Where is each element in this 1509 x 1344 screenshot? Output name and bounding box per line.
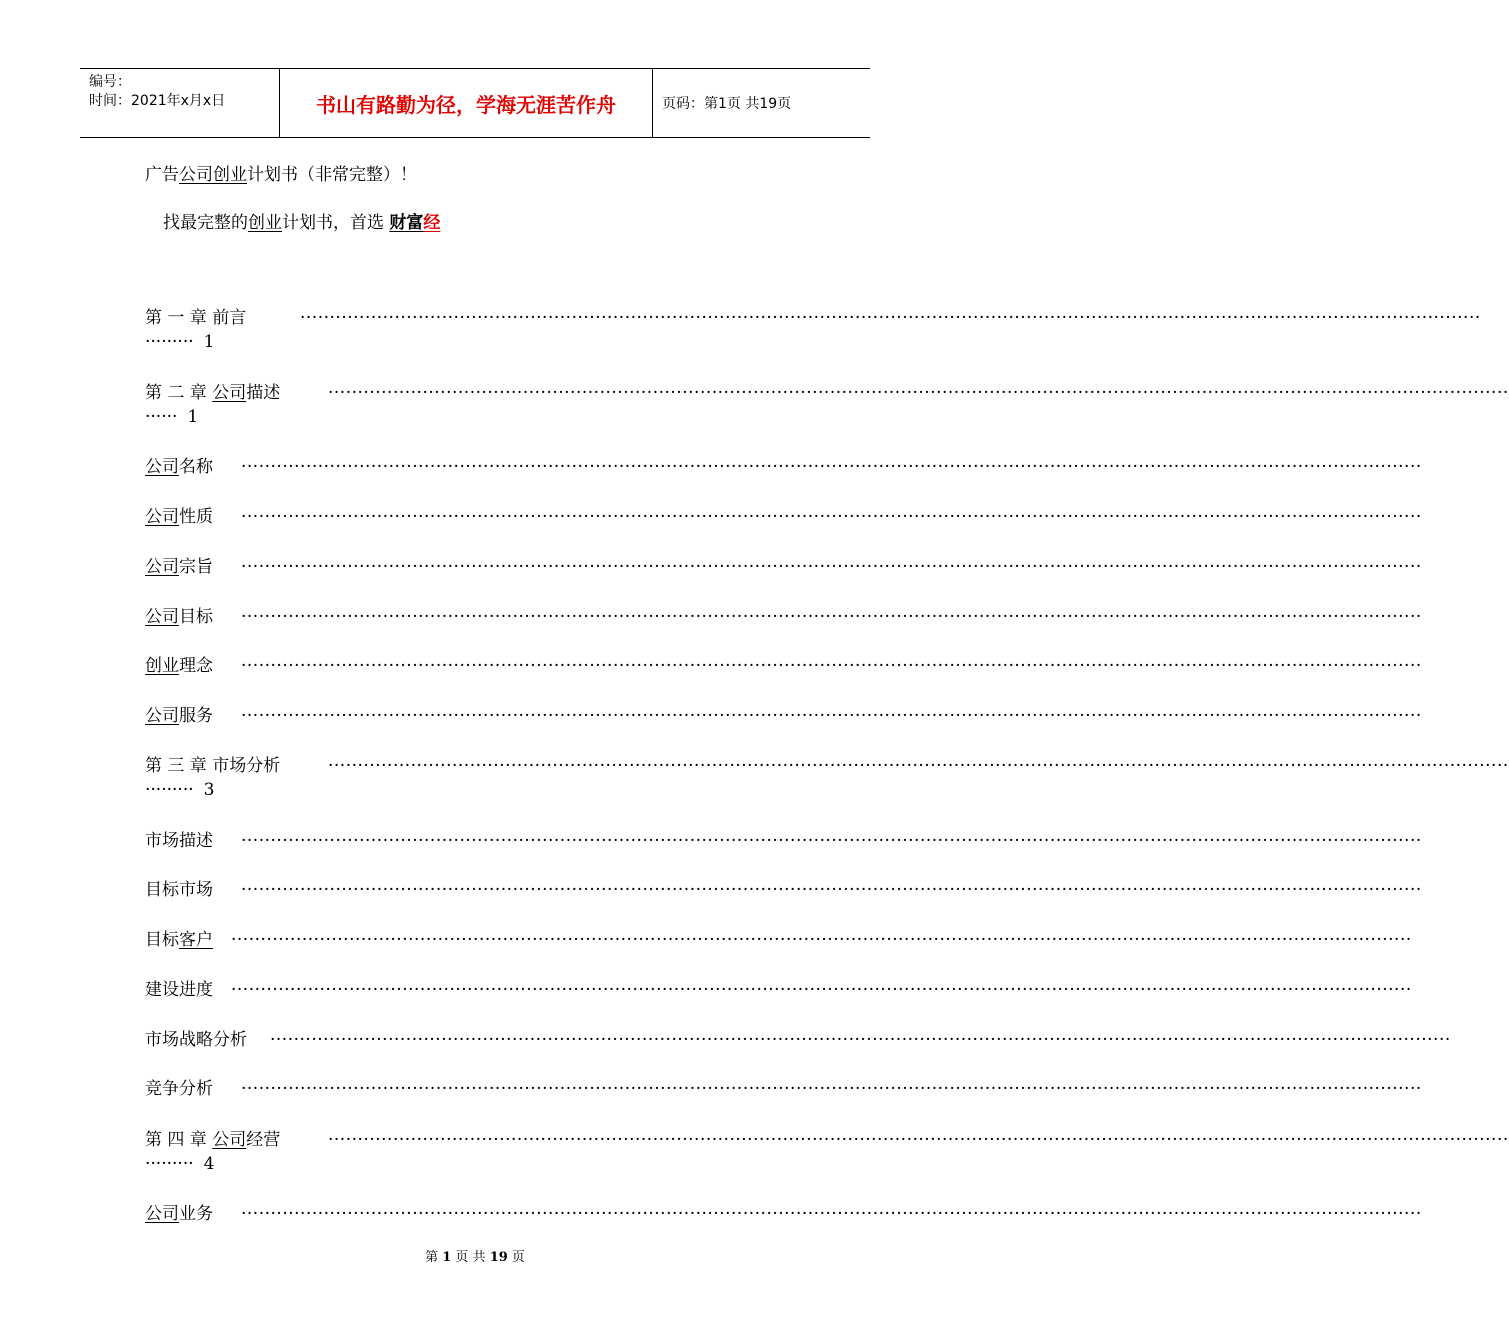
toc-leader-dots: ········································································································································································································ <box>328 756 1509 776</box>
toc-entry[interactable] <box>145 455 1422 479</box>
toc-entry-link[interactable]: 公司 <box>145 457 179 477</box>
document-title <box>145 160 417 185</box>
toc-entry-text: 理念 <box>179 656 213 676</box>
document-subtitle <box>163 208 440 233</box>
toc-entry-text: 服务 <box>179 706 213 726</box>
toc-entry[interactable] <box>145 829 1422 853</box>
toc-entry[interactable] <box>145 605 1422 629</box>
toc-entry-link[interactable]: 公司 <box>145 557 179 577</box>
subtitle-middle: 计划书，首选 <box>282 213 390 233</box>
toc-entry-text: 第 三 章 市场分析 <box>145 756 281 776</box>
toc-leader-dots: ········· <box>145 1154 194 1174</box>
header-page-cell <box>653 69 870 137</box>
toc-leader-dots: ········································································································································································································ <box>241 880 1422 900</box>
toc-leader-dots: ········································································································································································································ <box>270 1030 1451 1050</box>
toc-page-number: 1 <box>187 407 199 427</box>
toc-entry-page-line <box>145 407 198 427</box>
toc-entry-label <box>145 381 280 405</box>
toc-entry-label <box>145 704 213 728</box>
toc-entry-link[interactable]: 公司 <box>212 1130 247 1150</box>
title-link-company[interactable]: 公司 <box>179 165 213 185</box>
footer-text-1: 第 <box>425 1250 439 1265</box>
footer-text-2: 页 共 <box>455 1250 486 1265</box>
toc-leader-dots: ········································································································································································································ <box>241 656 1422 676</box>
toc-entry[interactable] <box>145 1128 1509 1152</box>
toc-leader-dots: ········································································································································································································ <box>241 1204 1422 1224</box>
toc-leader-dots: ········································································································································································································ <box>328 383 1509 403</box>
toc-entry-label <box>145 829 213 853</box>
toc-entry-text: 描述 <box>246 383 281 403</box>
toc-leader-dots: ········································································································································································································ <box>328 1130 1509 1150</box>
toc-leader-dots: ········································································································································································································ <box>241 831 1422 851</box>
page-info: 页码：第1页 共19页 <box>662 96 792 112</box>
toc-entry-text: 目标 <box>179 607 213 627</box>
toc-entry[interactable] <box>145 654 1422 678</box>
toc-entry-text: 市场战略分析 <box>145 1030 247 1050</box>
toc-entry-label <box>145 1128 280 1152</box>
toc-page-number: 4 <box>203 1154 215 1174</box>
toc-entry-link[interactable]: 公司 <box>145 607 179 627</box>
footer-total-pages: 19 <box>489 1250 508 1265</box>
toc-entry-label <box>145 928 213 952</box>
toc-page-number: 1 <box>203 332 215 352</box>
toc-entry-page-line <box>145 332 214 352</box>
toc-entry[interactable] <box>145 505 1422 529</box>
toc-entry-link[interactable]: 客户 <box>179 930 213 950</box>
toc-entry-text: 性质 <box>179 507 213 527</box>
number-label: 编号： <box>89 74 131 90</box>
toc-entry[interactable] <box>145 306 1481 330</box>
toc-entry-text: 目标 <box>145 930 179 950</box>
toc-entry-link[interactable]: 创业 <box>145 656 179 676</box>
page-footer <box>0 1246 950 1265</box>
toc-entry-text: 名称 <box>179 457 213 477</box>
toc-entry-text: 目标市场 <box>145 880 213 900</box>
toc-entry-label <box>145 605 213 629</box>
toc-entry[interactable] <box>145 1077 1422 1101</box>
toc-entry-text: 第 一 章 前言 <box>145 308 247 328</box>
toc-entry[interactable] <box>145 1028 1451 1052</box>
title-prefix: 广告 <box>145 165 179 185</box>
toc-leader-dots: ········································································································································································································ <box>231 980 1412 1000</box>
title-link-startup[interactable]: 创业 <box>213 165 247 185</box>
toc-entry-label <box>145 654 213 678</box>
toc-leader-dots: ········································································································································································································ <box>241 507 1422 527</box>
toc-entry-label <box>145 878 213 902</box>
toc-entry-text: 业务 <box>179 1204 213 1224</box>
toc-entry-label <box>145 978 213 1002</box>
toc-entry-link[interactable]: 公司 <box>145 507 179 527</box>
toc-entry-link[interactable]: 公司 <box>145 706 179 726</box>
time-label: 时间：2021年x月x日 <box>89 93 226 109</box>
toc-leader-dots: ········································································································································································································ <box>241 607 1422 627</box>
toc-entry-link[interactable]: 公司 <box>145 1204 179 1224</box>
toc-leader-dots: ········································································································································································································ <box>300 308 1481 328</box>
toc-leader-dots: ········································································································································································································ <box>241 557 1422 577</box>
toc-entry[interactable] <box>145 754 1509 778</box>
subtitle-link-startup[interactable]: 创业 <box>248 213 282 233</box>
toc-entry-label <box>145 505 213 529</box>
footer-text-3: 页 <box>511 1250 525 1265</box>
toc-entry-label <box>145 455 213 479</box>
toc-entry-label <box>145 1077 213 1101</box>
title-suffix: 计划书（非常完整）！ <box>247 165 417 185</box>
toc-entry-page-line <box>145 1154 214 1174</box>
toc-entry-text: 经营 <box>246 1130 281 1150</box>
toc-entry[interactable] <box>145 381 1509 405</box>
toc-entry-page-line <box>145 780 214 800</box>
header-table <box>80 68 870 138</box>
toc-page-number: 3 <box>203 780 215 800</box>
toc-entry-label <box>145 1202 213 1226</box>
toc-leader-dots: ········································································································································································································ <box>241 457 1422 477</box>
toc-leader-dots: ········· <box>145 780 194 800</box>
toc-entry-link[interactable]: 公司 <box>212 383 247 403</box>
toc-entry[interactable] <box>145 878 1422 902</box>
toc-entry[interactable] <box>145 1202 1422 1226</box>
motto-text: 书山有路勤为径，学海无涯苦作舟 <box>316 92 616 117</box>
subtitle-brand-a[interactable]: 财富 <box>389 213 424 233</box>
toc-entry-text: 第 四 章 <box>145 1130 213 1150</box>
toc-entry[interactable] <box>145 928 1412 952</box>
toc-leader-dots: ········································································································································································································ <box>241 706 1422 726</box>
toc-leader-dots: ········································································································································································································ <box>231 930 1412 950</box>
toc-leader-dots: ········································································································································································································ <box>241 1079 1422 1099</box>
toc-entry-text: 宗旨 <box>179 557 213 577</box>
toc-entry[interactable] <box>145 704 1422 728</box>
toc-entry-text: 竞争分析 <box>145 1079 213 1099</box>
subtitle-prefix: 找最完整的 <box>163 213 248 233</box>
toc-entry-label <box>145 754 280 778</box>
toc-entry-text: 第 二 章 <box>145 383 213 403</box>
header-motto-cell <box>280 69 653 137</box>
toc-entry-label <box>145 555 213 579</box>
toc-entry-label <box>145 1028 247 1052</box>
toc-leader-dots: ······ <box>145 407 178 427</box>
toc-leader-dots: ········· <box>145 332 194 352</box>
toc-entry-text: 市场描述 <box>145 831 213 851</box>
toc-entry-text: 建设进度 <box>145 980 213 1000</box>
subtitle-brand-b[interactable]: 经 <box>423 213 441 233</box>
header-left-cell <box>80 69 280 137</box>
toc-entry-label <box>145 306 246 330</box>
toc-entry[interactable] <box>145 555 1422 579</box>
footer-page-number: 1 <box>442 1250 452 1265</box>
toc-entry[interactable] <box>145 978 1412 1002</box>
